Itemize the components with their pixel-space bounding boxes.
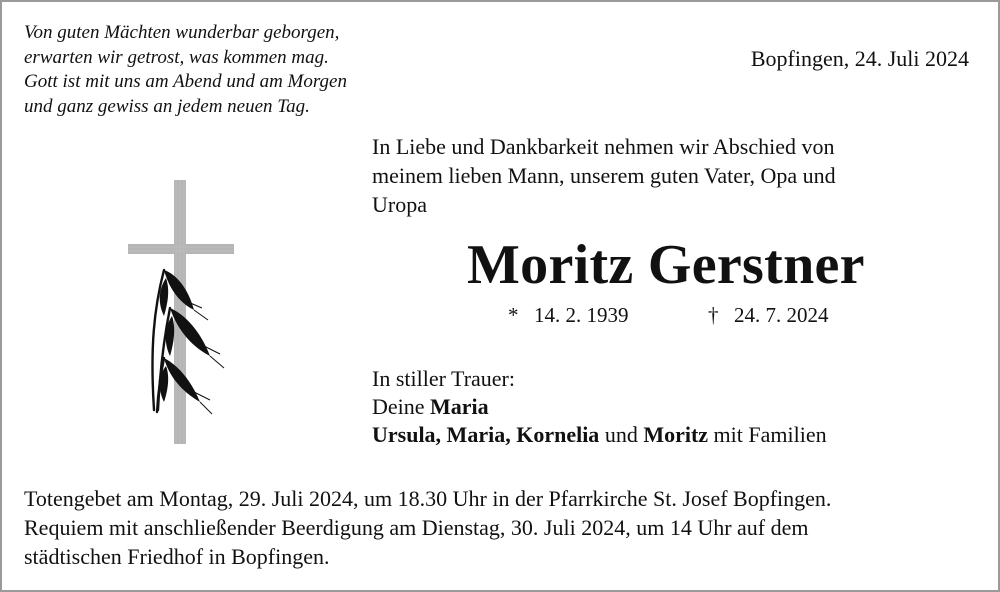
service-details xyxy=(24,484,984,571)
intro-line: meinem lieben Mann, unserem guten Vater, Opa und xyxy=(372,163,836,188)
service-line: Totengebet am Montag, 29. Juli 2024, um 18.30 Uhr in der Pfarrkirche St. Josef Bopfingen. xyxy=(24,486,832,511)
intro-text xyxy=(372,132,972,219)
poem-line: und ganz gewiss an jedem neuen Tag. xyxy=(24,95,310,117)
mourners xyxy=(372,365,827,449)
cross-with-wheat-icon xyxy=(124,178,236,446)
mourners-prefix: Deine xyxy=(372,394,431,419)
death-date: 24. 7. 2024 xyxy=(734,303,829,327)
intro-line: Uropa xyxy=(372,192,427,217)
poem-line: erwarten wir getrost, was kommen mag. xyxy=(24,46,329,68)
mourners-line xyxy=(372,393,827,421)
mourners-suffix: mit Familien xyxy=(708,422,827,447)
mourner-name: Maria xyxy=(430,394,489,419)
mourner-name: Moritz xyxy=(643,422,709,447)
birth-info xyxy=(508,303,629,328)
service-line: Requiem mit anschließender Beerdigung am Dienstag, 30. Juli 2024, um 14 Uhr auf dem xyxy=(24,515,809,540)
intro-line: In Liebe und Dankbarkeit nehmen wir Abschied von xyxy=(372,134,835,159)
service-line: städtischen Friedhof in Bopfingen. xyxy=(24,544,330,569)
birth-date: 14. 2. 1939 xyxy=(534,303,629,327)
mourners-heading: In stiller Trauer: xyxy=(372,366,515,391)
mourner-names: Ursula, Maria, Kornelia xyxy=(372,422,600,447)
poem-line: Gott ist mit uns am Abend und am Morgen xyxy=(24,71,347,92)
mourners-and: und xyxy=(599,422,644,447)
poem xyxy=(24,21,347,119)
place-date: Bopfingen, 24. Juli 2024 xyxy=(750,46,969,71)
death-info xyxy=(708,303,829,328)
death-symbol: † xyxy=(708,303,719,327)
deceased-name: Moritz Gerstner xyxy=(467,234,865,296)
mourners-line xyxy=(372,421,827,449)
poem-line: Von guten Mächten wunderbar geborgen, xyxy=(24,22,340,43)
birth-symbol: * xyxy=(508,303,519,327)
